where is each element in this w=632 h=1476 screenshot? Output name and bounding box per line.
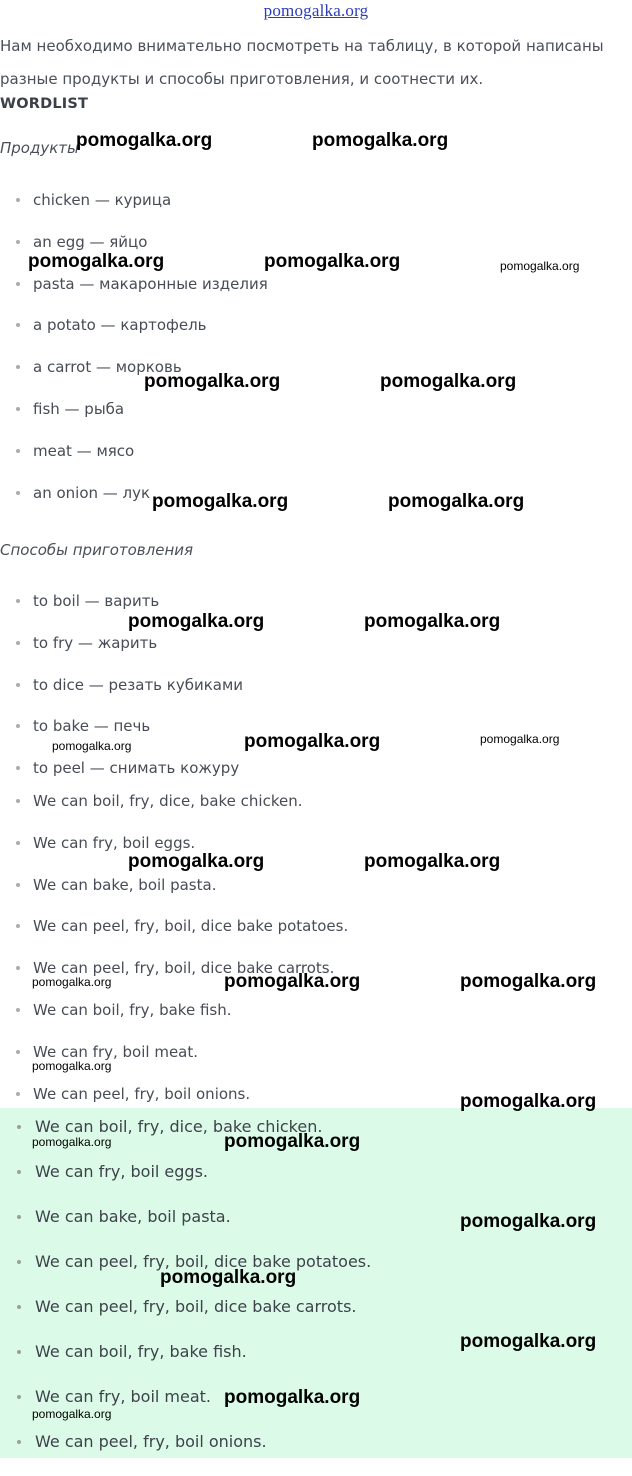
watermark: pomogalka.org [364, 611, 501, 632]
watermark: pomogalka.org [144, 371, 281, 392]
products-list [0, 190, 268, 524]
watermark: pomogalka.org [32, 1059, 112, 1073]
sentences-list [0, 791, 348, 1125]
list-item: meat — мясо [0, 441, 268, 483]
list-item: an egg — яйцо [0, 232, 268, 274]
wordlist-heading: WORDLIST [0, 96, 89, 112]
watermark: pomogalka.org [312, 130, 449, 151]
watermark: pomogalka.org [224, 971, 361, 992]
list-item: to dice — резать кубиками [0, 675, 243, 717]
list-item: to fry — жарить [0, 633, 243, 675]
list-item: a potato — картофель [0, 315, 268, 357]
list-item: We can boil, fry, bake fish. [0, 1000, 348, 1042]
list-item: to boil — варить [0, 591, 243, 633]
list-item: We can peel, fry, boil, dice bake potatoes. [0, 1251, 371, 1296]
watermark: pomogalka.org [380, 371, 517, 392]
list-item: We can boil, fry, dice, bake chicken. [0, 1116, 371, 1161]
watermark: pomogalka.org [388, 491, 525, 512]
list-item: We can fry, boil meat. [0, 1386, 371, 1431]
answers-list [0, 1116, 371, 1476]
list-item: We can peel, fry, boil onions. [0, 1431, 371, 1476]
site-link[interactable]: pomogalka.org [263, 1, 369, 20]
list-item: an onion — лук [0, 483, 268, 525]
list-item: We can peel, fry, boil onions. [0, 1084, 348, 1126]
watermark: pomogalka.org [32, 1135, 112, 1149]
watermark: pomogalka.org [460, 1331, 597, 1352]
list-item: We can bake, boil pasta. [0, 1206, 371, 1251]
watermark: pomogalka.org [480, 732, 560, 746]
list-item: We can fry, boil eggs. [0, 1161, 371, 1206]
list-item: to peel — снимать кожуру [0, 758, 243, 790]
watermark: pomogalka.org [32, 1407, 112, 1421]
products-heading: Продукты [0, 139, 79, 157]
watermark: pomogalka.org [152, 491, 289, 512]
watermark: pomogalka.org [32, 975, 112, 989]
list-item: We can fry, boil eggs. [0, 833, 348, 875]
list-item: fish — рыба [0, 399, 268, 441]
watermark: pomogalka.org [76, 130, 213, 151]
watermark: pomogalka.org [224, 1131, 361, 1152]
list-item: a carrot — морковь [0, 357, 268, 399]
watermark: pomogalka.org [460, 1091, 597, 1112]
list-item: We can peel, fry, boil, dice bake carrots. [0, 1296, 371, 1341]
list-item: We can bake, boil pasta. [0, 875, 348, 917]
watermark: pomogalka.org [364, 851, 501, 872]
watermark: pomogalka.org [160, 1267, 297, 1288]
watermark: pomogalka.org [28, 251, 165, 272]
watermark: pomogalka.org [244, 731, 381, 752]
list-item: We can boil, fry, dice, bake chicken. [0, 791, 348, 833]
intro-text: Нам необходимо внимательно посмотреть на таблицу, в которой написаны разные продукты и способы приготовления, и соотнести их. [0, 37, 604, 88]
list-item: pasta — макаронные изделия [0, 274, 268, 316]
watermark: pomogalka.org [52, 739, 132, 753]
methods-heading: Способы приготовления [0, 541, 194, 559]
list-item: chicken — курица [0, 190, 268, 232]
list-item: We can fry, boil meat. [0, 1042, 348, 1084]
watermark: pomogalka.org [264, 251, 401, 272]
list-item: We can peel, fry, boil, dice bake carrots. [0, 958, 348, 1000]
list-item: to bake — печь [0, 716, 243, 758]
watermark: pomogalka.org [128, 611, 265, 632]
watermark: pomogalka.org [460, 1211, 597, 1232]
list-item: We can boil, fry, bake fish. [0, 1341, 371, 1386]
watermark: pomogalka.org [224, 1387, 361, 1408]
watermark: pomogalka.org [128, 851, 265, 872]
watermark: pomogalka.org [500, 259, 580, 273]
list-item: We can peel, fry, boil, dice bake potatoes. [0, 916, 348, 958]
watermark: pomogalka.org [460, 971, 597, 992]
